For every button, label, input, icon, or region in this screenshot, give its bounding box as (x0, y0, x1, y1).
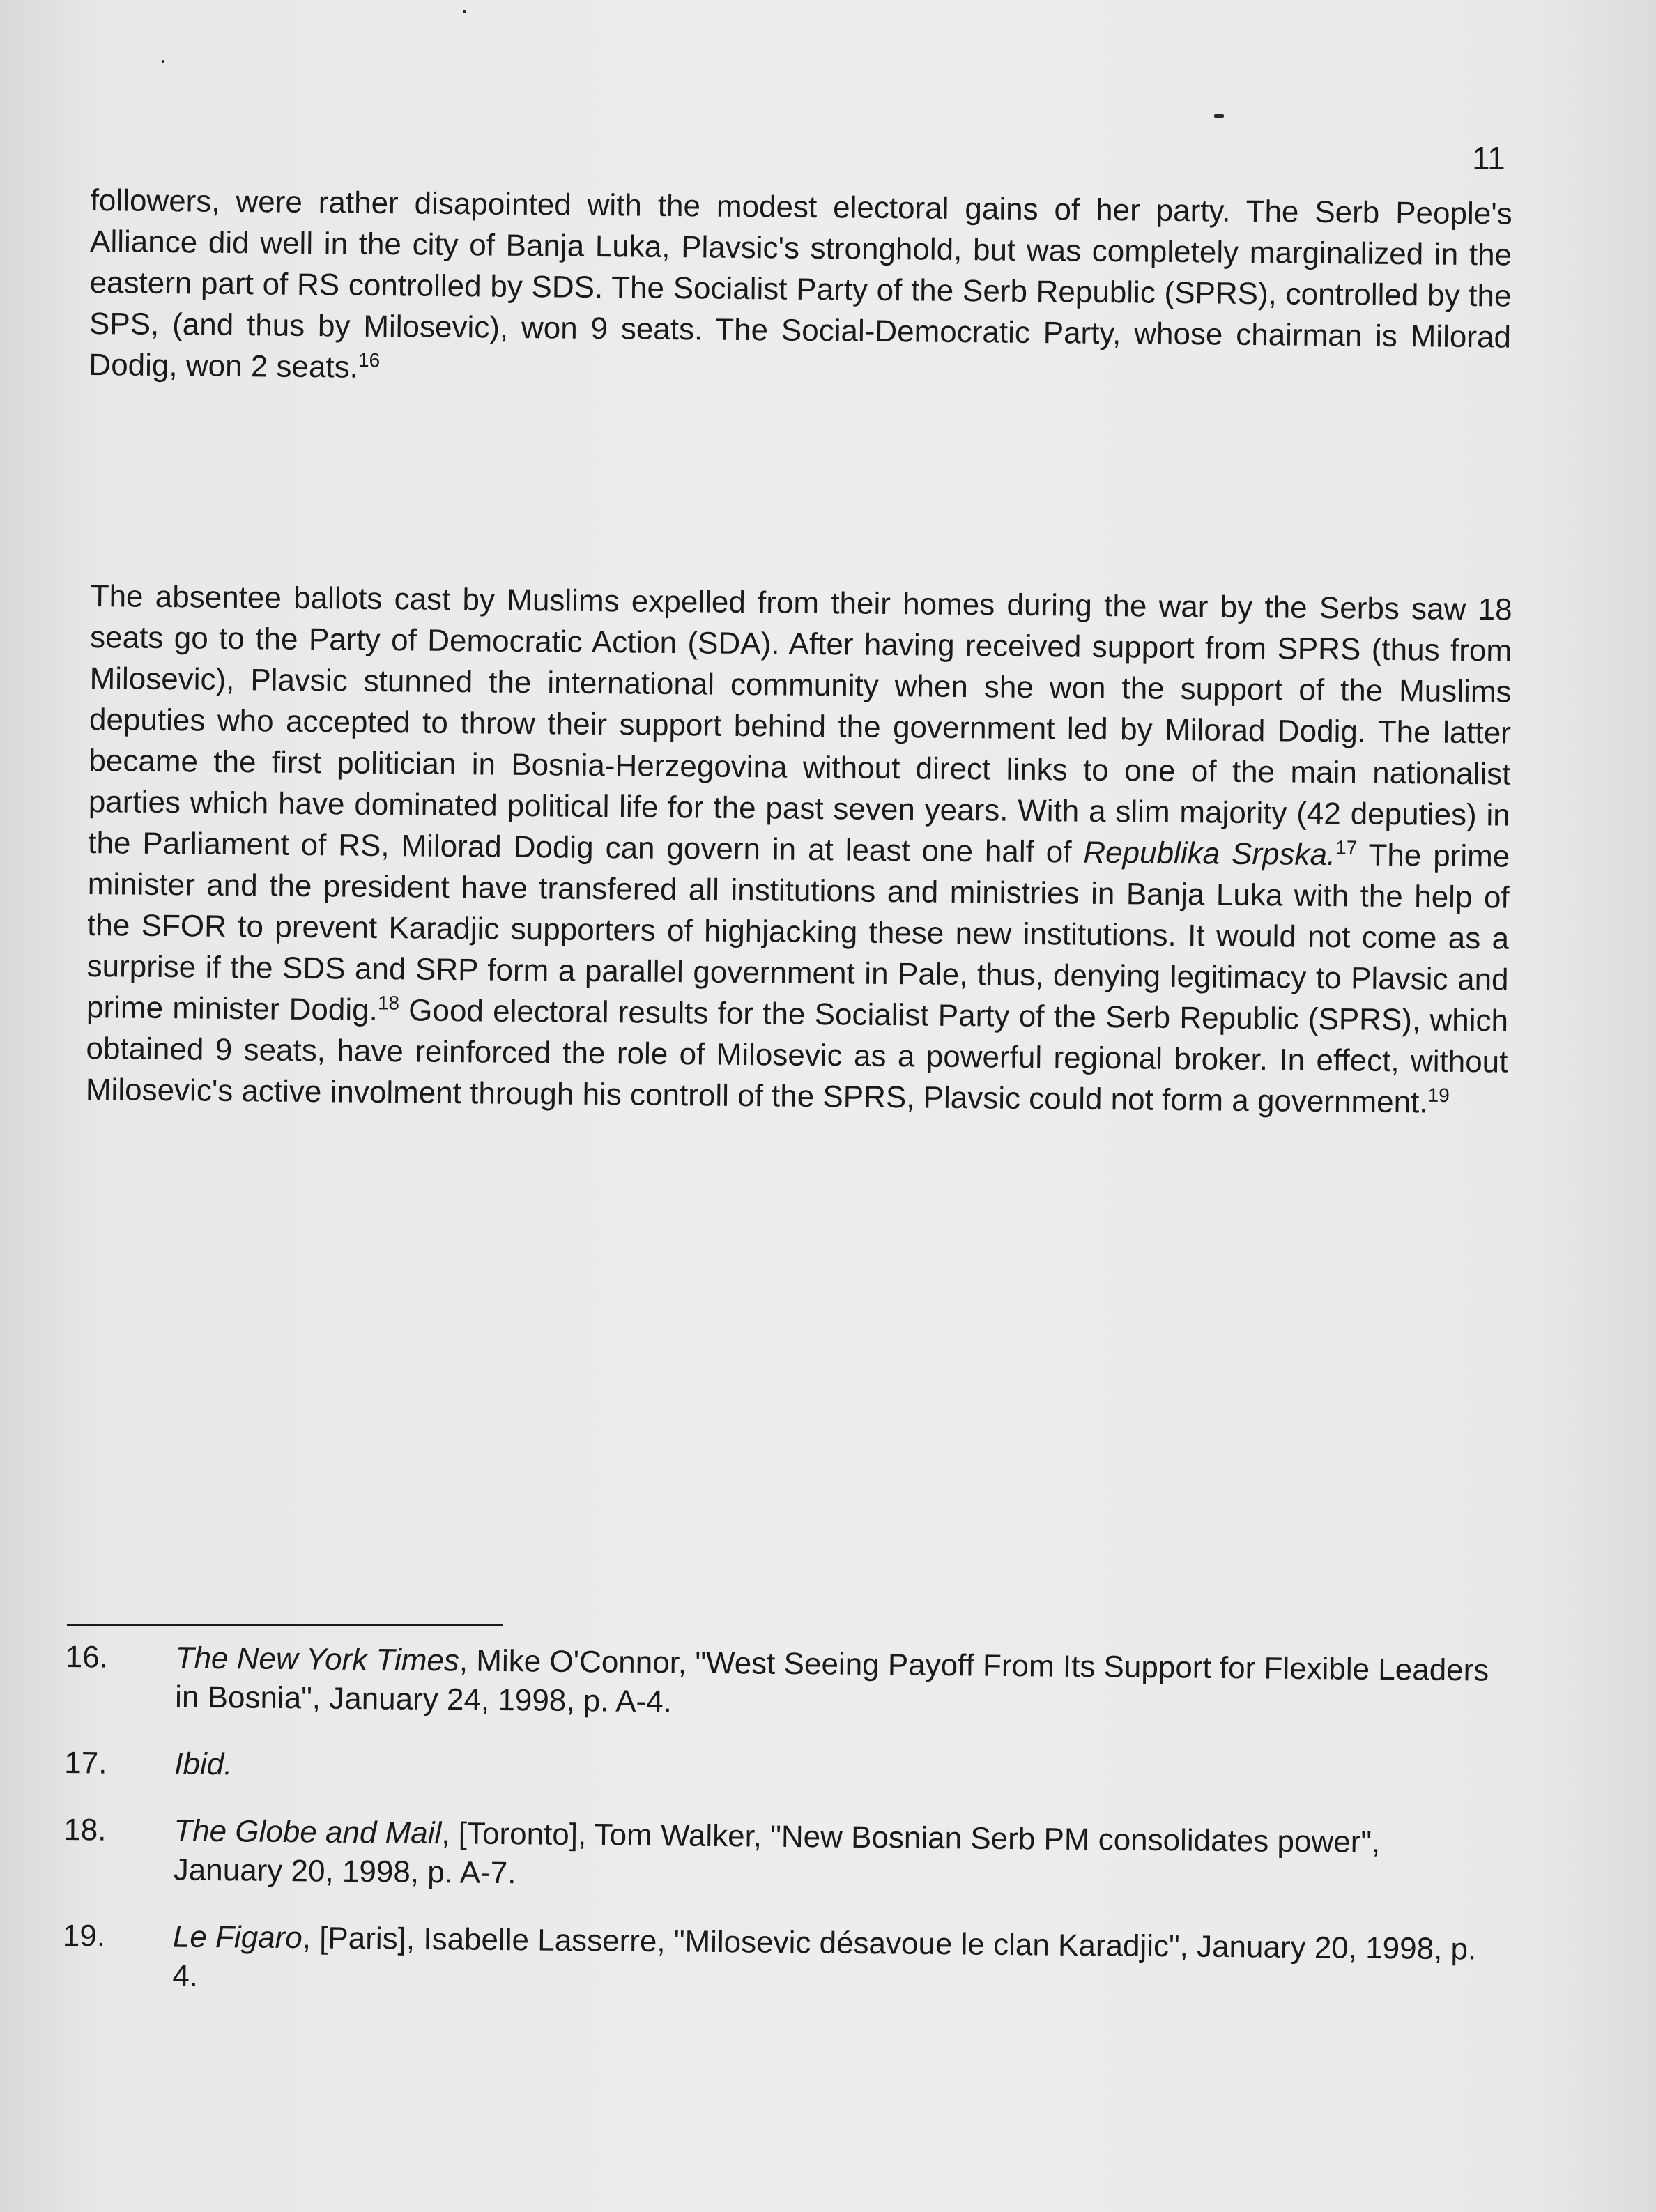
footnote-18 (63, 1811, 1493, 1903)
footnote-17 (64, 1744, 1493, 1797)
footnote-separator (67, 1624, 503, 1626)
paragraph-2-text-b: The prime minister and the president have transfered all institutions and ministries in Banja Luka with the help of the SFOR to prevent Karadjic supporters of highjacking these new institutions. It would not come as a surprise if the SDS and SRP form a parallel government in Pale, thus, denying legitimacy to Plavsic and prime minister Dodig. (86, 838, 1510, 1027)
footnote-source: Ibid. (174, 1746, 233, 1782)
footnote-number: 16. (65, 1639, 109, 1675)
footnote-number: 19. (62, 1918, 106, 1953)
footnote-source: The Globe and Mail (174, 1813, 442, 1851)
footnote-ref-18: 18 (377, 992, 400, 1014)
footnote-citation: , [Paris], Isabelle Lasserre, "Milosevic désavoue le clan Karadjic", January 20, 1998, p. 4. (172, 1921, 1477, 1993)
paragraph-2-italic-title: Republika Srpska. (1083, 835, 1336, 873)
page-number: 11 (1472, 140, 1505, 176)
paragraph-1 (89, 180, 1512, 399)
footnote-source: The New York Times (175, 1641, 460, 1678)
paragraph-2-text-a: The absentee ballots cast by Muslims expelled from their homes during the war by the Serbs saw 18 seats go to the Party of Democratic Action (SDA). After having received support from SPRS (thus from Milosevic), Plavsic stunned the international community when she won the support of the Muslims deputies who accepted to throw their support behind the government led by Milorad Dodig. The latter became the first politician in Bosnia-Herzegovina without direct links to one of the main nationalist parties which have dominated political life for the past seven years. With a slim majority (42 deputies) in the Parliament of RS, Milorad Dodig can govern in at least one half of (88, 578, 1512, 870)
footnote-ref-16: 16 (358, 349, 381, 371)
footnote-16 (65, 1638, 1494, 1730)
speck-mark (463, 10, 466, 13)
footnote-text (175, 1639, 1494, 1730)
footnote-citation: , Mike O'Connor, "West Seeing Payoff From Its Support for Flexible Leaders in Bosnia", January 24, 1998, p. A-4. (174, 1643, 1489, 1719)
speck-mark (162, 60, 164, 63)
footnote-text (172, 1917, 1492, 2008)
footnote-ref-17: 17 (1335, 836, 1358, 859)
footnote-number: 18. (63, 1812, 107, 1848)
footnote-text (174, 1745, 1493, 1797)
paragraph-2-text-c: Good electoral results for the Socialist Party of the Serb Republic (SPRS), which obtained 9 seats, have reinforced the role of Milosevic as a powerful regional broker. In effect, without Milosevic's active involment through his controll of the SPRS, Plavsic could not form a government. (85, 993, 1509, 1120)
footnote-number: 17. (64, 1745, 107, 1781)
speck-mark (1214, 114, 1224, 118)
footnotes (62, 1638, 1494, 2009)
footnote-source: Le Figaro (172, 1919, 303, 1956)
paragraph-2 (86, 576, 1512, 1124)
paragraph-1-text: followers, were rather disapointed with the modest electoral gains of her party. The Serb People's Alliance did well in the city of Banja Luka, Plavsic's stronghold, but was completely marginalized in the eastern part of RS controlled by SDS. The Socialist Party of the Serb Republic (SPRS), controlled by the SPS, (and thus by Milosevic), won 9 seats. The Social-Democratic Party, whose chairman is Milorad Dodig, won 2 seats. (89, 183, 1512, 385)
footnote-text (174, 1812, 1493, 1903)
footnote-citation: , [Toronto], Tom Walker, "New Bosnian Serb PM consolidates power", January 20, 1998, p. A-7. (173, 1816, 1381, 1891)
footnote-ref-19: 19 (1427, 1084, 1450, 1107)
footnote-19 (62, 1917, 1492, 2009)
